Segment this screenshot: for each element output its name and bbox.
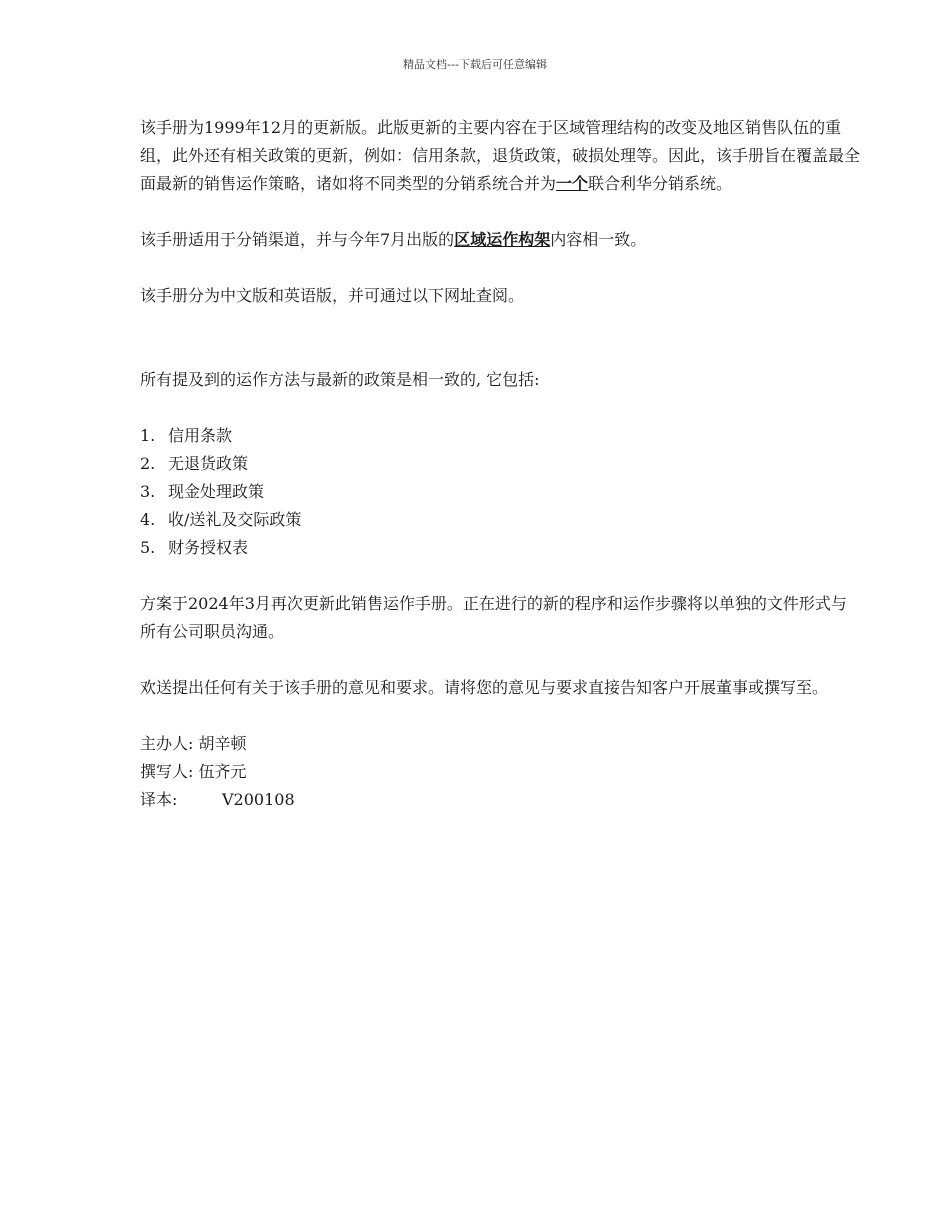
list-number: 1. <box>140 426 156 445</box>
host-line <box>140 730 860 758</box>
intro-paragraph <box>140 114 860 198</box>
intro-underlined-term: 一个 <box>556 174 589 193</box>
list-number: 3. <box>140 482 156 501</box>
document-body <box>140 114 860 814</box>
list-item <box>140 422 860 450</box>
versions-paragraph: 该手册分为中文版和英语版，并可通过以下网址查阅。 <box>140 286 525 305</box>
list-label: 无退货政策 <box>168 454 249 473</box>
writer-label: 撰写人: <box>140 762 194 781</box>
scope-text: 该手册适用于分销渠道，并与今年7月出版的 <box>140 230 455 249</box>
version-value: V200108 <box>222 790 295 809</box>
writer-name: 伍齐元 <box>198 762 247 781</box>
intro-text-end: 联合利华分销系统。 <box>588 174 733 193</box>
host-label: 主办人: <box>140 734 194 753</box>
scope-paragraph <box>140 226 860 254</box>
list-label: 收/送礼及交际政策 <box>168 510 302 529</box>
list-item <box>140 506 860 534</box>
intro-text: 该手册为1999年12月的更新版。此版更新的主要内容在于区域管理结构的改变及地区销售队伍的重组，此外还有相关政策的更新，例如：信用条款，退货政策，破损处理等。因此，该手册旨在覆盖最全面最新的销售运作策略，诸如将不同类型的分销系统合并为 <box>140 118 861 193</box>
page-header: 精品文档---下载后可任意编辑 <box>403 58 547 71</box>
signature-block <box>140 730 860 814</box>
list-number: 2. <box>140 454 156 473</box>
scope-text-end: 内容相一致。 <box>550 230 647 249</box>
list-item <box>140 450 860 478</box>
writer-line <box>140 758 860 786</box>
list-number: 4. <box>140 510 156 529</box>
version-label: 译本: <box>140 790 178 809</box>
policy-list <box>140 422 860 562</box>
list-label: 现金处理政策 <box>168 482 265 501</box>
list-item <box>140 478 860 506</box>
scope-link-term[interactable]: 区域运作构架 <box>454 230 551 249</box>
consistency-paragraph: 所有提及到的运作方法与最新的政策是相一致的, 它包括: <box>140 370 540 389</box>
list-label: 信用条款 <box>168 426 233 445</box>
version-line <box>140 786 860 814</box>
feedback-paragraph: 欢送提出任何有关于该手册的意见和要求。请将您的意见与要求直接告知客户开展董事或撰写至。 <box>140 678 829 697</box>
update-plan-paragraph: 方案于2024年3月再次更新此销售运作手册。正在进行的新的程序和运作步骤将以单独的文件形式与所有公司职员沟通。 <box>140 594 847 641</box>
list-item <box>140 534 860 562</box>
list-label: 财务授权表 <box>168 538 249 557</box>
list-number: 5. <box>140 538 156 557</box>
host-name: 胡辛顿 <box>198 734 247 753</box>
